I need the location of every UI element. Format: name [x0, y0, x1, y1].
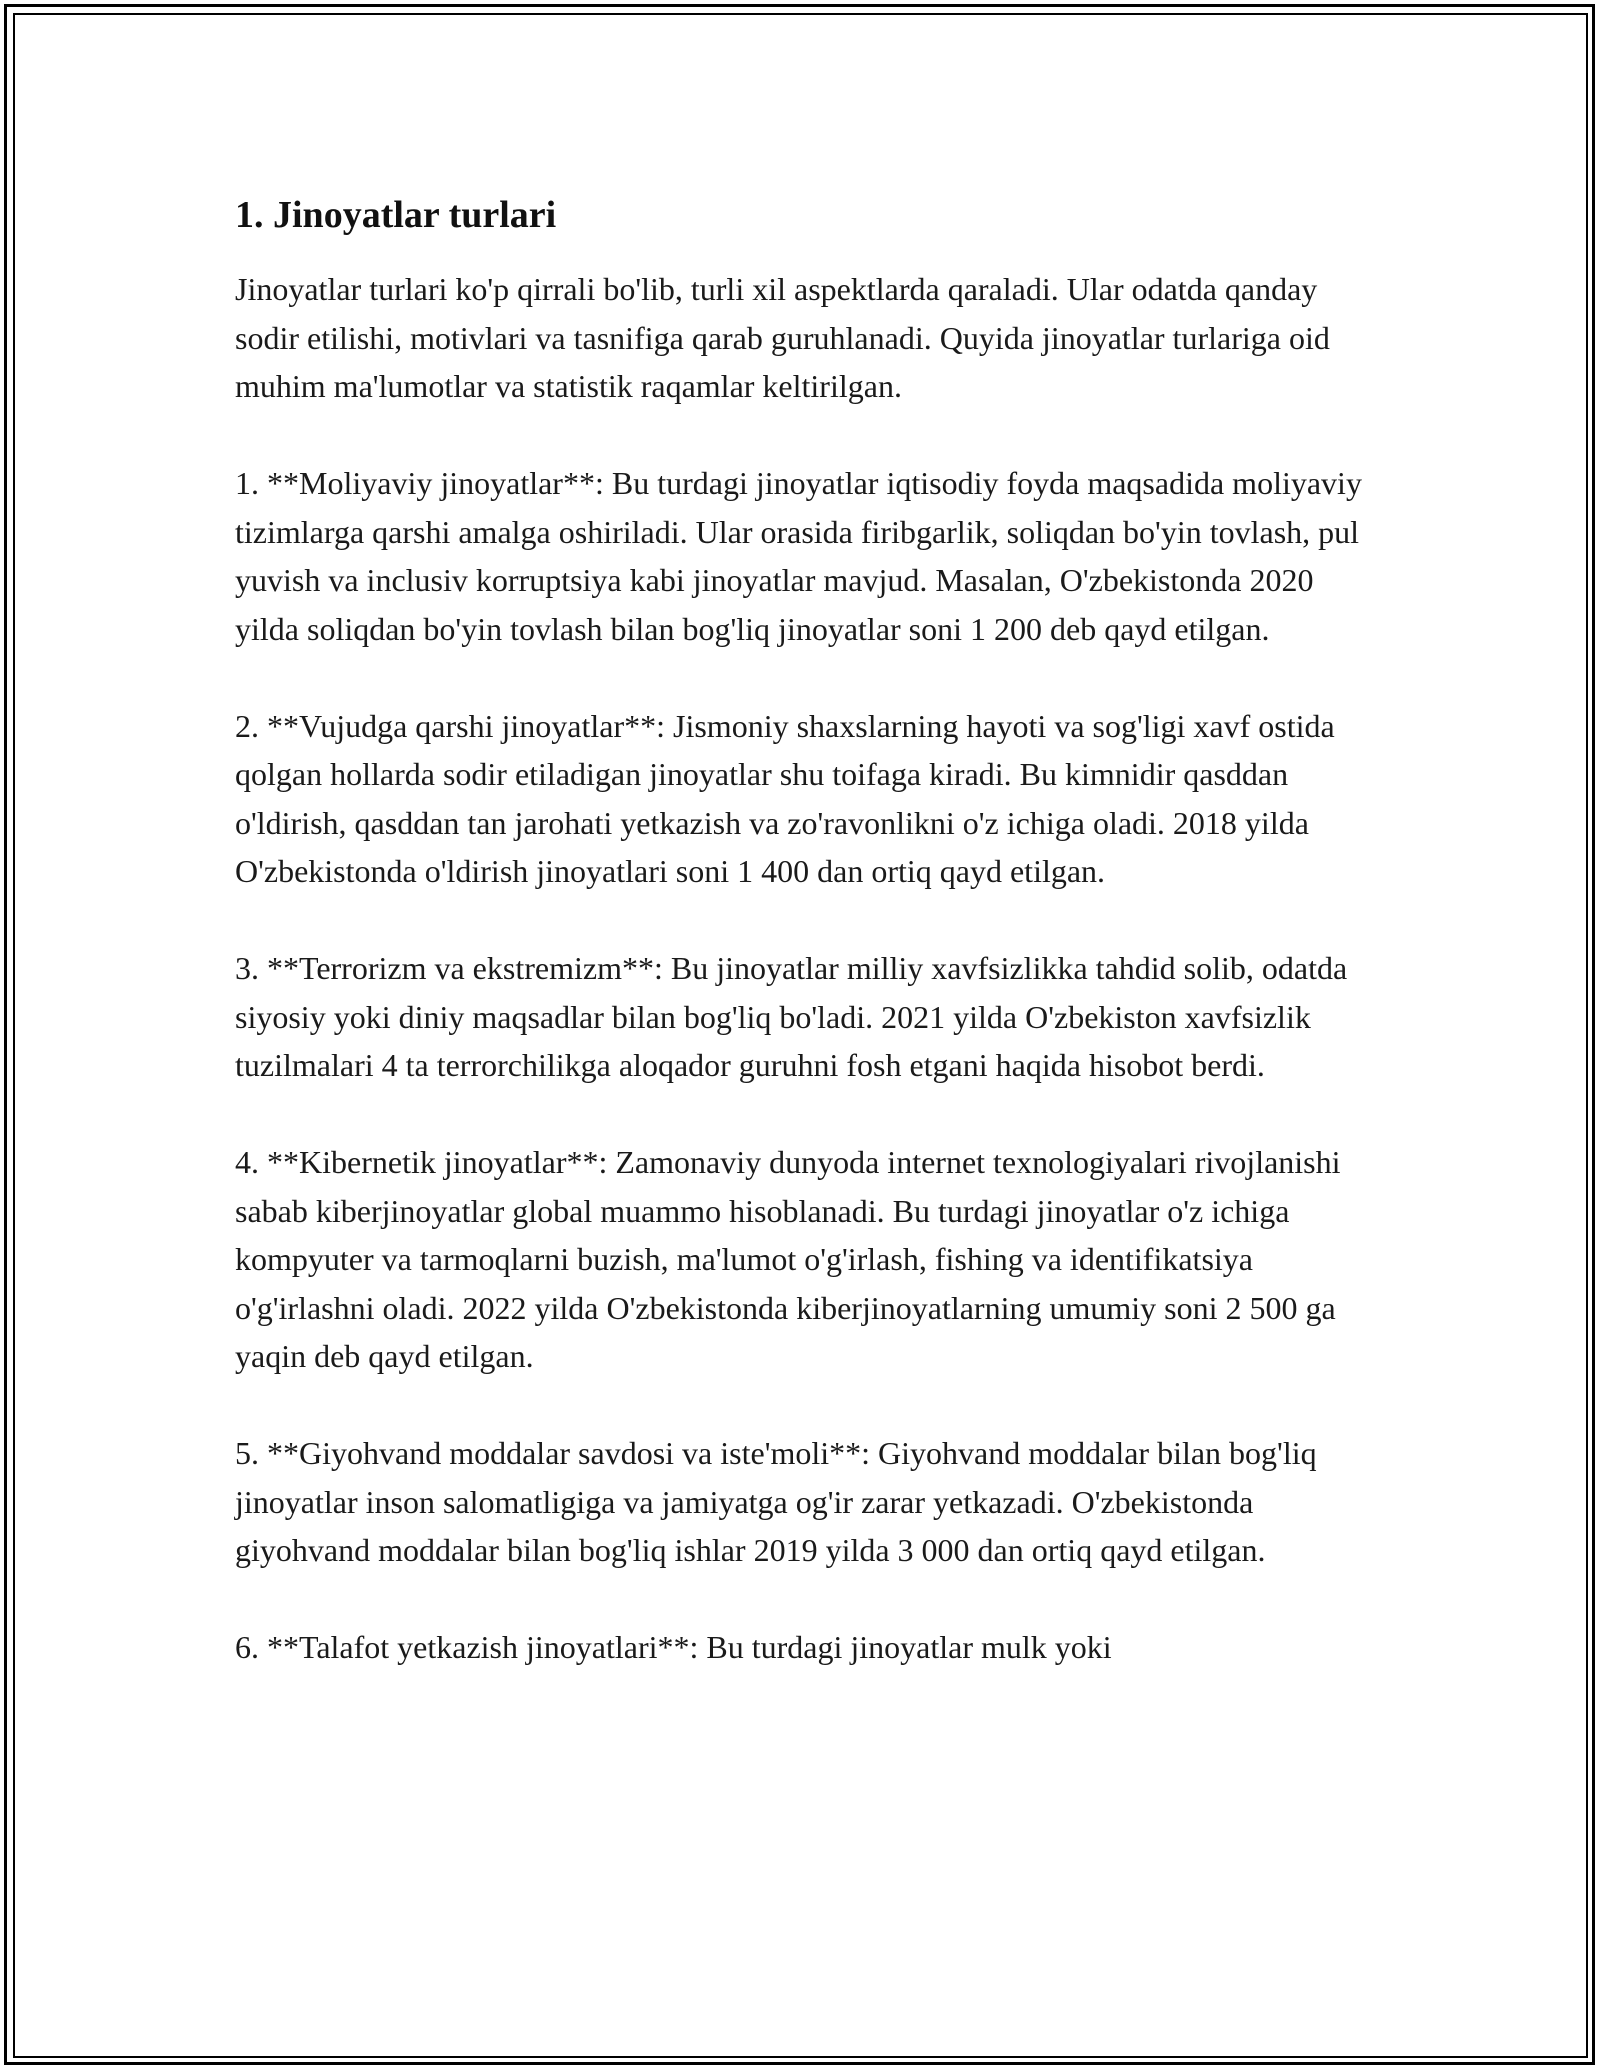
intro-paragraph: Jinoyatlar turlari ko'p qirrali bo'lib, turli xil aspektlarda qaraladi. Ular odatda qanday sodir etilishi, motivlari va tasnifiga qarab guruhlanadi. Quyida jinoyatlar turlariga oid muhim ma'lumotlar va statistik raqamlar keltirilgan.	[235, 271, 1330, 404]
page-title: 1. Jinoyatlar turlari	[235, 194, 557, 236]
list-item-cyber-crimes: 4. **Kibernetik jinoyatlar**: Zamonaviy dunyoda internet texnologiyalari rivojlanishi sabab kiberjinoyatlar global muammo hisoblanadi. Bu turdagi jinoyatlar o'z ichiga kompyuter va tarmoqlarni buzish, ma'lumot o'g'irlash, fishing va identifikatsiya o'g'irlashni oladi. 2022 yilda O'zbekistonda kiberjinoyatlarning umumiy soni 2 500 ga yaqin deb qayd etilgan.	[235, 1144, 1341, 1374]
list-item-damage-crimes: 6. **Talafot yetkazish jinoyatlari**: Bu turdagi jinoyatlar mulk yoki	[235, 1629, 1112, 1665]
list-item-financial-crimes: 1. **Moliyaviy jinoyatlar**: Bu turdagi jinoyatlar iqtisodiy foyda maqsadida moliyaviy tizimlarga qarshi amalga oshiriladi. Ular orasida firibgarlik, soliqdan bo'yin tovlash, pul yuvish va inclusiv korruptsiya kabi jinoyatlar mavjud. Masalan, O'zbekistonda 2020 yilda soliqdan bo'yin tovlash bilan bog'liq jinoyatlar soni 1 200 deb qayd etilgan.	[235, 465, 1362, 647]
list-item-terrorism-extremism: 3. **Terrorizm va ekstremizm**: Bu jinoyatlar milliy xavfsizlikka tahdid solib, odatda siyosiy yoki diniy maqsadlar bilan bog'liq bo'ladi. 2021 yilda O'zbekiston xavfsizlik tuzilmalari 4 ta terrorchilikga aloqador guruhni fosh etgani haqida hisobot berdi.	[235, 950, 1348, 1083]
list-item-crimes-against-person: 2. **Vujudga qarshi jinoyatlar**: Jismoniy shaxslarning hayoti va sog'ligi xavf ostida qolgan hollarda sodir etiladigan jinoyatlar shu toifaga kiradi. Bu kimnidir qasddan o'ldirish, qasddan tan jarohati yetkazish va zo'ravonlikni o'z ichiga oladi. 2018 yilda O'zbekistonda o'ldirish jinoyatlari soni 1 400 dan ortiq qayd etilgan.	[235, 707, 1335, 889]
list-item-drug-crimes: 5. **Giyohvand moddalar savdosi va iste'moli**: Giyohvand moddalar bilan bog'liq jinoyatlar inson salomatligiga va jamiyatga og'ir zarar yetkazadi. O'zbekistonda giyohvand moddalar bilan bog'liq ishlar 2019 yilda 3 000 dan ortiq qayd etilgan.	[235, 1435, 1317, 1568]
document-page	[235, 185, 1375, 1720]
